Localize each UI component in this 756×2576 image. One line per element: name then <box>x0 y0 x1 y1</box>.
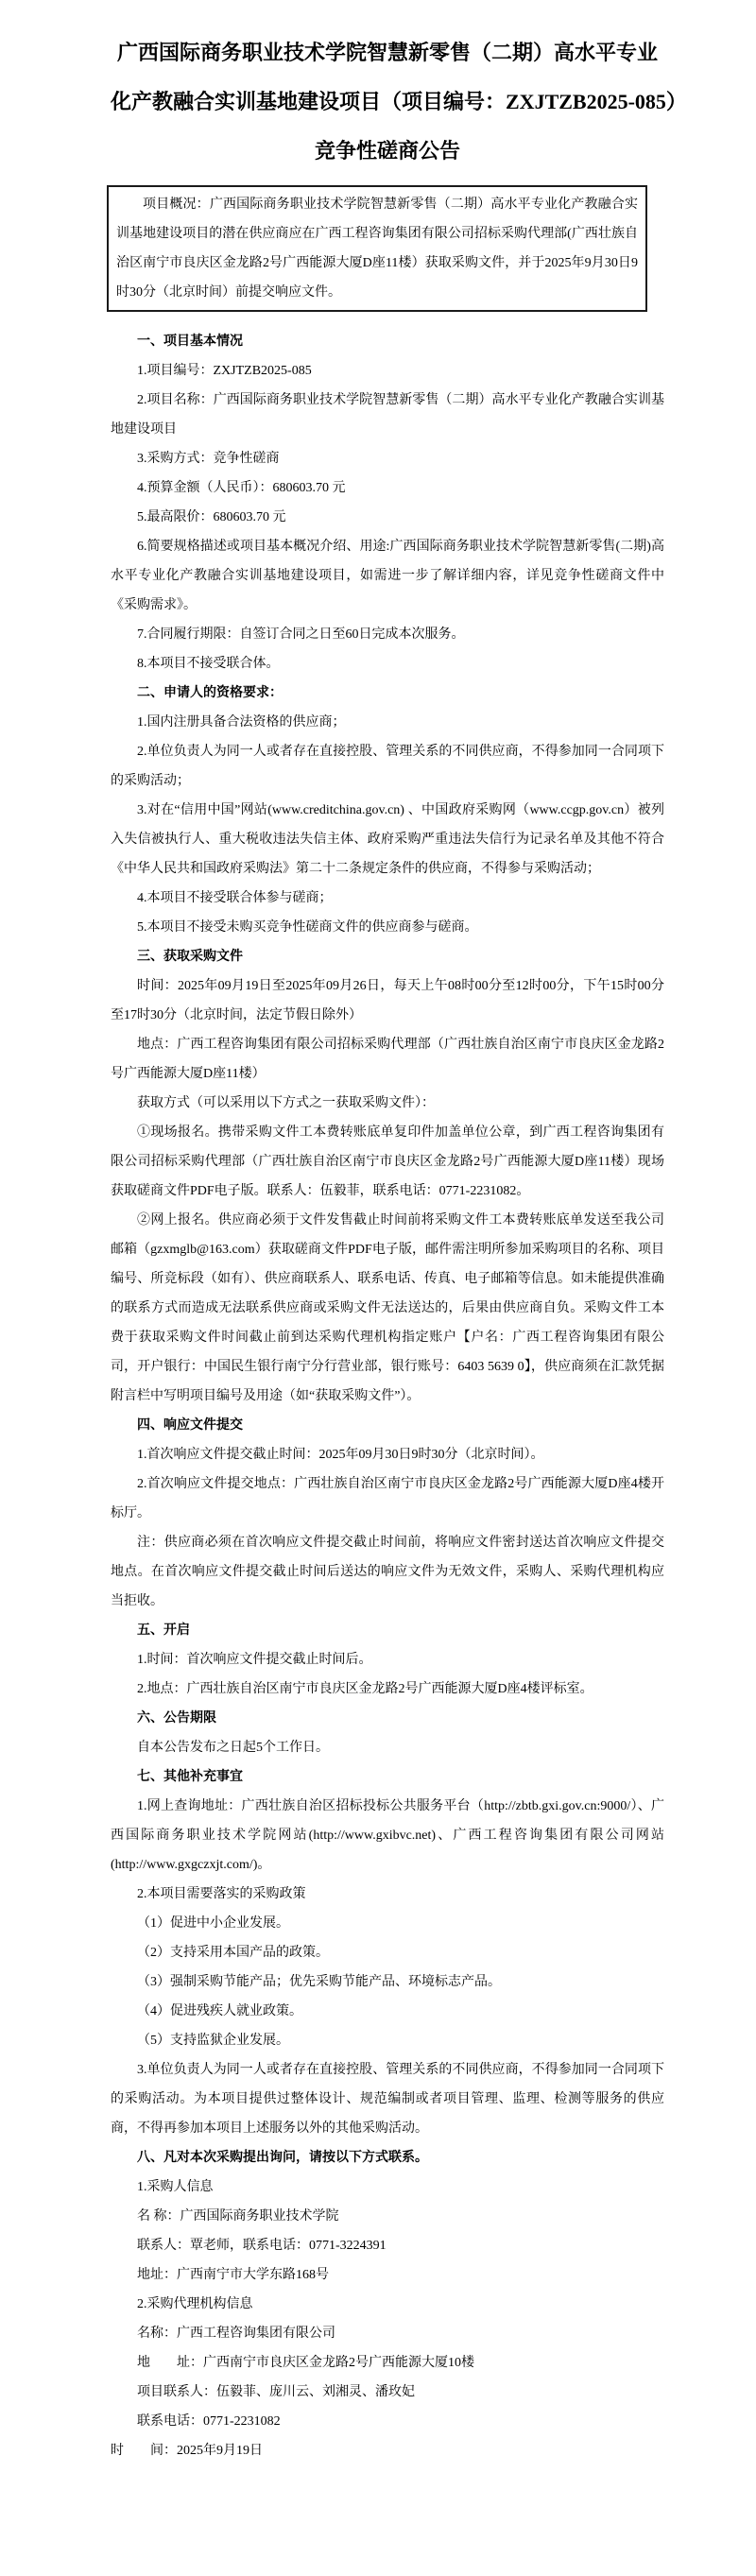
paragraph: 1.时间：首次响应文件提交截止时间后。 <box>137 1653 372 1667</box>
paragraph: 1.网上查询地址：广西壮族自治区招标投标公共服务平台（http://zbtb.gxi.gov.cn:9000/）、广西国际商务职业技术学院网站(http://www.gxibvc.net)、广西工程咨询集团有限公司网站(http://www.gxgczxjt.com/)。 <box>111 1799 664 1872</box>
section-heading: 六、公告期限 <box>137 1711 216 1726</box>
paragraph: 名 称：广西国际商务职业技术学院 <box>137 2209 339 2224</box>
paragraph: 8.本项目不接受联合体。 <box>137 657 280 671</box>
section-heading: 一、项目基本情况 <box>137 335 243 349</box>
paragraph: 项目联系人：伍毅菲、庞川云、刘湘灵、潘玫妃 <box>137 2385 415 2399</box>
paragraph: 1.首次响应文件提交截止时间：2025年09月30日9时30分（北京时间）。 <box>137 1448 544 1462</box>
paragraph: 注：供应商必须在首次响应文件提交截止时间前，将响应文件密封送达首次响应文件提交地点。在首次响应文件提交截止时间后送达的响应文件为无效文件，采购人、采购代理机构应当拒收。 <box>111 1536 664 1608</box>
paragraph: 2.首次响应文件提交地点：广西壮族自治区南宁市良庆区金龙路2号广西能源大厦D座4楼开标厅。 <box>111 1477 664 1520</box>
section-heading: 五、开启 <box>137 1623 190 1638</box>
paragraph: 时间：2025年09月19日至2025年09月26日，每天上午08时00分至12时00分，下午15时00分至17时30分（北京时间，法定节假日除外） <box>111 979 664 1022</box>
document-body <box>111 327 664 2465</box>
paragraph: 联系电话：0771-2231082 <box>137 2414 281 2429</box>
procurement-announcement-document <box>111 28 687 2465</box>
paragraph: 2.采购代理机构信息 <box>137 2297 253 2311</box>
document-title <box>111 28 687 176</box>
paragraph: ①现场报名。携带采购文件工本费转账底单复印件加盖单位公章，到广西工程咨询集团有限公司招标采购代理部（广西壮族自治区南宁市良庆区金龙路2号广西能源大厦D座11楼）现场获取磋商文件PDF电子版。联系人：伍毅菲，联系电话：0771-2231082。 <box>111 1125 664 1198</box>
paragraph: （5）支持监狱企业发展。 <box>137 2034 289 2048</box>
paragraph: 5.最高限价：680603.70 元 <box>137 510 286 524</box>
title-line-3: 竞争性磋商公告 <box>314 139 460 163</box>
paragraph: 获取方式（可以采用以下方式之一获取采购文件）： <box>137 1096 435 1110</box>
paragraph: 1.采购人信息 <box>137 2180 214 2194</box>
title-line-1: 广西国际商务职业技术学院智慧新零售（二期）高水平专业 <box>116 41 658 64</box>
paragraph: （4）促进残疾人就业政策。 <box>137 2004 302 2018</box>
paragraph: 地 址：广西南宁市良庆区金龙路2号广西能源大厦10楼 <box>137 2356 474 2370</box>
paragraph: 1.国内注册具备合法资格的供应商； <box>137 715 346 730</box>
section-heading: 四、响应文件提交 <box>137 1418 243 1433</box>
paragraph: 4.预算金额（人民币）：680603.70 元 <box>137 481 346 495</box>
paragraph: 自本公告发布之日起5个工作日。 <box>137 1741 329 1755</box>
paragraph: 时 间：2025年9月19日 <box>111 2444 263 2458</box>
paragraph: 2.地点：广西壮族自治区南宁市良庆区金龙路2号广西能源大厦D座4楼评标室。 <box>137 1682 593 1696</box>
paragraph: （3）强制采购节能产品；优先采购节能产品、环境标志产品。 <box>137 1975 501 1989</box>
paragraph: 3.采购方式：竞争性磋商 <box>137 452 280 466</box>
paragraph: 地址：广西南宁市大学东路168号 <box>137 2268 329 2282</box>
paragraph: 联系人：覃老师，联系电话：0771-3224391 <box>137 2239 387 2253</box>
project-overview-text: 项目概况：广西国际商务职业技术学院智慧新零售（二期）高水平专业化产教融合实训基地建设项目的潜在供应商应在广西工程咨询集团有限公司招标采购代理部(广西壮族自治区南宁市良庆区金龙路2号广西能源大厦D座11楼）获取采购文件，并于2025年9月30日9时30分（北京时间）前提交响应文件。 <box>116 197 638 300</box>
section-heading: 八、凡对本次采购提出询问，请按以下方式联系。 <box>137 2151 428 2165</box>
paragraph: （1）促进中小企业发展。 <box>137 1916 289 1931</box>
paragraph: 4.本项目不接受联合体参与磋商； <box>137 891 333 905</box>
paragraph: 2.项目名称：广西国际商务职业技术学院智慧新零售（二期）高水平专业化产教融合实训基地建设项目 <box>111 393 664 437</box>
paragraph: 2.本项目需要落实的采购政策 <box>137 1887 306 1901</box>
paragraph: 名称：广西工程咨询集团有限公司 <box>137 2327 335 2341</box>
paragraph: 地点：广西工程咨询集团有限公司招标采购代理部（广西壮族自治区南宁市良庆区金龙路2号广西能源大厦D座11楼） <box>111 1038 664 1081</box>
section-heading: 二、申请人的资格要求： <box>137 686 283 700</box>
paragraph: 6.简要规格描述或项目基本概况介绍、用途:广西国际商务职业技术学院智慧新零售(二期)高水平专业化产教融合实训基地建设项目，如需进一步了解详细内容，详见竞争性磋商文件中《采购需求》。 <box>111 540 664 612</box>
paragraph: 3.单位负责人为同一人或者存在直接控股、管理关系的不同供应商，不得参加同一合同项下的采购活动。为本项目提供过整体设计、规范编制或者项目管理、监理、检测等服务的供应商，不得再参加本项目上述服务以外的其他采购活动。 <box>111 2063 664 2136</box>
project-overview-box <box>107 185 647 312</box>
title-line-2: 化产教融合实训基地建设项目（项目编号：ZXJTZB2025-085） <box>111 90 687 113</box>
paragraph: 3.对在“信用中国”网站(www.creditchina.gov.cn) 、中国政府采购网（www.ccgp.gov.cn）被列入失信被执行人、重大税收违法失信主体、政府采购严重违法失信行为记录名单及其他不符合《中华人民共和国政府采购法》第二十二条规定条件的供应商，不得参与采购活动； <box>111 803 664 876</box>
section-heading: 三、获取采购文件 <box>137 950 243 964</box>
paragraph: 1.项目编号：ZXJTZB2025-085 <box>137 364 312 378</box>
section-heading: 七、其他补充事宜 <box>137 1770 243 1784</box>
paragraph: 7.合同履行期限：自签订合同之日至60日完成本次服务。 <box>137 627 465 642</box>
paragraph: 2.单位负责人为同一人或者存在直接控股、管理关系的不同供应商，不得参加同一合同项下的采购活动； <box>111 745 664 788</box>
paragraph: ②网上报名。供应商必须于文件发售截止时间前将采购文件工本费转账底单发送至我公司邮箱（gzxmglb@163.com）获取磋商文件PDF电子版，邮件需注明所参加采购项目的名称、项目编号、所竞标段（如有）、供应商联系人、联系电话、传真、电子邮箱等信息。如未能提供准确的联系方式而造成无法联系供应商或采购文件无法送达的，后果由供应商自负。采购文件工本费于获取采购文件时间截止前到达采购代理机构指定账户【户名：广西工程咨询集团有限公司，开户银行：中国民生银行南宁分行营业部，银行账号：6403 5639 0】，供应商须在汇款凭据附言栏中写明项目编号及用途（如“获取采购文件”）。 <box>111 1213 664 1403</box>
paragraph: （2）支持采用本国产品的政策。 <box>137 1946 329 1960</box>
paragraph: 5.本项目不接受未购买竞争性磋商文件的供应商参与磋商。 <box>137 920 478 935</box>
